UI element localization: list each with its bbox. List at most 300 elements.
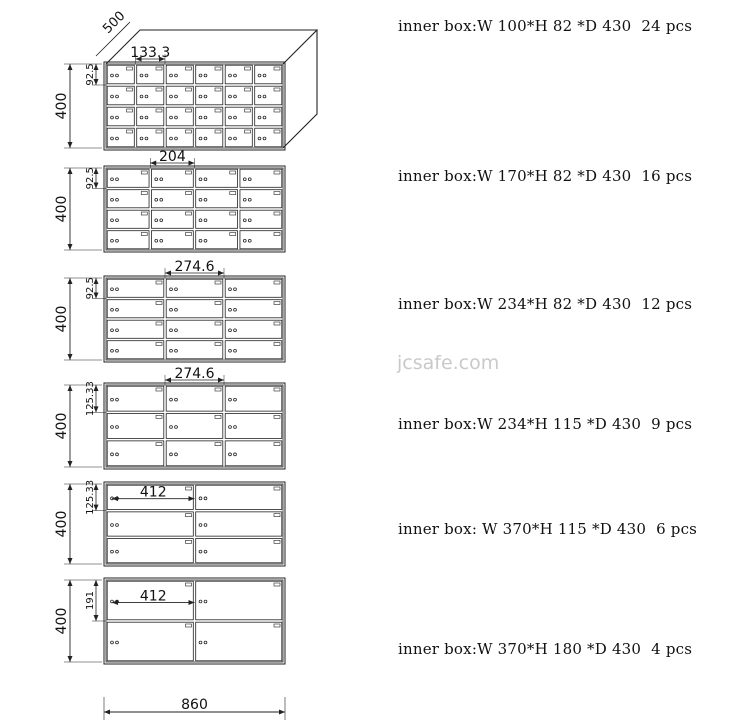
label-slot	[230, 233, 236, 236]
label-slot	[215, 109, 221, 112]
keyhole-icon	[175, 426, 178, 429]
arrowhead	[94, 580, 99, 586]
keyhole-icon	[199, 239, 202, 242]
keyhole-icon	[116, 95, 119, 98]
spec-line-6: inner box:W 370*H 180 *D 430 4 pcs	[398, 640, 693, 658]
width-label: 860	[181, 697, 208, 713]
keyhole-icon	[229, 426, 232, 429]
cabinet-inner-frame	[106, 168, 283, 250]
drawer-door	[107, 512, 193, 536]
keyhole-icon	[116, 288, 119, 291]
label-slot	[274, 443, 280, 446]
label-slot	[274, 415, 280, 418]
label-slot	[186, 514, 192, 517]
drawer-box	[151, 190, 193, 208]
keyhole-icon	[229, 137, 232, 140]
drawer-box	[107, 279, 164, 297]
drawer-box	[166, 441, 223, 466]
keyhole-icon	[234, 329, 237, 332]
height-label: 400	[54, 510, 70, 538]
keyhole-icon	[111, 349, 114, 352]
drawer-box	[107, 190, 149, 208]
keyhole-icon	[111, 219, 114, 222]
label-slot	[245, 88, 251, 91]
label-slot	[156, 415, 162, 418]
arrowhead	[68, 461, 73, 467]
keyhole-icon	[243, 219, 246, 222]
cabinet-inner-frame	[106, 484, 283, 564]
label-slot	[186, 109, 192, 112]
keyhole-icon	[111, 398, 114, 401]
keyhole-icon	[170, 288, 173, 291]
arrowhead	[68, 385, 73, 391]
keyhole-icon	[111, 198, 114, 201]
keyhole-icon	[111, 239, 114, 242]
keyhole-icon	[234, 349, 237, 352]
keyhole-icon	[229, 349, 232, 352]
keyhole-icon	[116, 219, 119, 222]
arrowhead	[218, 271, 224, 276]
keyhole-icon	[140, 74, 143, 77]
keyhole-icon	[199, 198, 202, 201]
drawer-box	[255, 65, 282, 84]
keyhole-icon	[175, 453, 178, 456]
drawer-box	[255, 107, 282, 126]
label-slot	[141, 192, 147, 195]
cabinet-unit-4	[54, 366, 285, 469]
arrowhead	[68, 580, 73, 586]
keyhole-icon	[263, 74, 266, 77]
keyhole-icon	[116, 308, 119, 311]
keyhole-icon	[155, 239, 158, 242]
arrowhead	[68, 142, 73, 148]
drawer-box	[107, 539, 193, 563]
drawer-box	[107, 86, 134, 105]
drawer-door	[196, 622, 282, 661]
keyhole-icon	[234, 95, 237, 98]
drawer-box	[166, 65, 193, 84]
keyhole-icon	[248, 219, 251, 222]
drawer-box	[166, 386, 223, 411]
drawer-box	[107, 107, 134, 126]
keyhole-icon	[170, 329, 173, 332]
keyhole-icon	[199, 219, 202, 222]
drawer-box	[166, 107, 193, 126]
drawer-box	[196, 485, 282, 509]
drawer-box	[166, 341, 223, 359]
keyhole-icon	[199, 178, 202, 181]
arrowhead	[165, 378, 171, 383]
drawer-door	[107, 622, 193, 661]
keyhole-icon	[229, 95, 232, 98]
column-width-dimension	[112, 485, 195, 502]
drawer-box	[196, 581, 282, 620]
keyhole-icon	[175, 137, 178, 140]
drawer-box	[107, 441, 164, 466]
label-slot	[156, 281, 162, 284]
keyhole-icon	[175, 349, 178, 352]
overall-dimensions	[104, 697, 285, 720]
label-slot	[274, 192, 280, 195]
height-label: 400	[54, 92, 70, 120]
drawer-box	[196, 190, 238, 208]
label-slot	[274, 171, 280, 174]
label-slot	[230, 212, 236, 215]
label-slot	[186, 171, 192, 174]
keyhole-icon	[160, 178, 163, 181]
keyhole-icon	[234, 308, 237, 311]
keyhole-icon	[116, 426, 119, 429]
keyhole-icon	[199, 600, 202, 603]
keyhole-icon	[199, 524, 202, 527]
keyhole-icon	[116, 453, 119, 456]
drawer-box	[107, 169, 149, 187]
spec-line-4: inner box:W 234*H 115 *D 430 9 pcs	[398, 415, 693, 433]
keyhole-icon	[116, 349, 119, 352]
column-width-label: 274.6	[174, 259, 215, 275]
label-slot	[156, 322, 162, 325]
drawer-box	[255, 86, 282, 105]
label-slot	[186, 540, 192, 543]
keyhole-icon	[170, 308, 173, 311]
label-slot	[215, 67, 221, 70]
keyhole-icon	[229, 453, 232, 456]
label-slot	[274, 212, 280, 215]
drawer-box	[196, 539, 282, 563]
arrowhead	[279, 710, 285, 715]
keyhole-icon	[204, 198, 207, 201]
label-slot	[186, 67, 192, 70]
keyhole-icon	[175, 74, 178, 77]
row-height-dimension	[85, 480, 106, 515]
cabinet-unit-5	[54, 480, 285, 566]
keyhole-icon	[263, 137, 266, 140]
drawer-box	[151, 210, 193, 228]
keyhole-icon	[155, 198, 158, 201]
keyhole-icon	[116, 398, 119, 401]
keyhole-icon	[199, 74, 202, 77]
spec-line-5: inner box: W 370*H 115 *D 430 6 pcs	[398, 520, 698, 538]
drawer-box	[240, 190, 282, 208]
cabinet-outer-frame	[104, 276, 285, 362]
drawer-box	[196, 622, 282, 661]
keyhole-icon	[229, 74, 232, 77]
keyhole-icon	[234, 398, 237, 401]
drawer-box	[166, 320, 223, 338]
drawer-box	[107, 386, 164, 411]
keyhole-icon	[145, 95, 148, 98]
row-height-dimension	[85, 277, 106, 299]
drawer-box	[151, 169, 193, 187]
drawer-box	[107, 512, 193, 536]
keyhole-icon	[199, 550, 202, 553]
label-slot	[186, 583, 192, 586]
keyhole-icon	[116, 178, 119, 181]
keyhole-icon	[229, 329, 232, 332]
drawer-box	[225, 279, 282, 297]
arrowhead	[104, 710, 110, 715]
keyhole-icon	[116, 137, 119, 140]
keyhole-icon	[234, 137, 237, 140]
row-height-dimension	[85, 167, 106, 189]
keyhole-icon	[111, 178, 114, 181]
drawer-box	[240, 169, 282, 187]
drawer-door	[196, 512, 282, 536]
drawer-box	[107, 210, 149, 228]
column-width-dimension	[130, 45, 170, 64]
keyhole-icon	[170, 137, 173, 140]
keyhole-icon	[258, 95, 261, 98]
keyhole-icon	[170, 74, 173, 77]
label-slot	[274, 322, 280, 325]
label-slot	[274, 302, 280, 305]
drawer-box	[107, 128, 134, 147]
keyhole-icon	[175, 329, 178, 332]
label-slot	[274, 88, 280, 91]
label-slot	[156, 388, 162, 391]
row-height-label: 92.5	[85, 167, 96, 190]
keyhole-icon	[258, 116, 261, 119]
keyhole-icon	[170, 453, 173, 456]
keyhole-icon	[116, 524, 119, 527]
keyhole-icon	[204, 95, 207, 98]
keyhole-icon	[234, 426, 237, 429]
keyhole-icon	[204, 524, 207, 527]
keyhole-icon	[258, 137, 261, 140]
label-slot	[186, 624, 192, 627]
label-slot	[186, 88, 192, 91]
label-slot	[230, 171, 236, 174]
drawer-box	[107, 622, 193, 661]
drawer-box	[107, 300, 164, 318]
label-slot	[215, 88, 221, 91]
cabinet-inner-frame	[106, 64, 283, 148]
drawer-box	[196, 65, 223, 84]
label-slot	[274, 388, 280, 391]
arrowhead	[68, 656, 73, 662]
keyhole-icon	[160, 219, 163, 222]
keyhole-icon	[204, 497, 207, 500]
label-slot	[127, 88, 133, 91]
keyhole-icon	[116, 116, 119, 119]
drawer-box	[166, 128, 193, 147]
keyhole-icon	[204, 219, 207, 222]
label-slot	[156, 343, 162, 346]
column-width-label: 133.3	[130, 45, 171, 61]
drawer-box	[196, 107, 223, 126]
keyhole-icon	[199, 95, 202, 98]
drawer-box	[255, 128, 282, 147]
arrowhead	[68, 558, 73, 564]
cabinet-unit-1	[54, 9, 317, 150]
keyhole-icon	[234, 116, 237, 119]
cabinet-outer-frame	[104, 578, 285, 664]
cabinet-outer-frame	[104, 166, 285, 252]
keyhole-icon	[204, 550, 207, 553]
row-height-dimension	[85, 580, 106, 621]
keyhole-icon	[116, 641, 119, 644]
drawer-box	[225, 441, 282, 466]
keyhole-icon	[204, 239, 207, 242]
keyhole-icon	[140, 137, 143, 140]
drawer-box	[166, 279, 223, 297]
label-slot	[274, 109, 280, 112]
label-slot	[141, 212, 147, 215]
cabinet-inner-frame	[106, 385, 283, 467]
column-width-dimension	[165, 366, 224, 385]
label-slot	[156, 109, 162, 112]
row-height-label: 92.5	[85, 277, 96, 300]
label-slot	[274, 487, 280, 490]
label-slot	[245, 67, 251, 70]
drawer-box	[225, 320, 282, 338]
label-slot	[156, 67, 162, 70]
label-slot	[156, 302, 162, 305]
drawer-door	[196, 581, 282, 620]
height-label: 400	[54, 195, 70, 223]
keyhole-icon	[204, 74, 207, 77]
keyhole-icon	[199, 497, 202, 500]
row-height-label: 191	[85, 590, 96, 611]
keyhole-icon	[243, 198, 246, 201]
height-label: 400	[54, 412, 70, 440]
label-slot	[274, 233, 280, 236]
keyhole-icon	[111, 116, 114, 119]
label-slot	[156, 130, 162, 133]
drawer-box	[196, 128, 223, 147]
drawer-box	[225, 386, 282, 411]
arrowhead	[165, 271, 171, 276]
cabinet-unit-6	[54, 578, 285, 664]
drawer-box	[225, 107, 252, 126]
spec-line-1: inner box:W 100*H 82 *D 430 24 pcs	[398, 17, 693, 35]
drawer-box	[196, 210, 238, 228]
label-slot	[127, 130, 133, 133]
keyhole-icon	[111, 95, 114, 98]
keyhole-icon	[116, 550, 119, 553]
label-slot	[274, 514, 280, 517]
keyhole-icon	[111, 74, 114, 77]
label-slot	[141, 171, 147, 174]
label-slot	[274, 343, 280, 346]
keyhole-icon	[116, 198, 119, 201]
keyhole-icon	[204, 116, 207, 119]
keyhole-icon	[229, 288, 232, 291]
keyhole-icon	[170, 95, 173, 98]
column-width-label: 412	[139, 588, 167, 605]
label-slot	[215, 281, 221, 284]
keyhole-icon	[160, 198, 163, 201]
cabinet-outer-frame	[104, 482, 285, 566]
label-slot	[215, 388, 221, 391]
keyhole-icon	[204, 178, 207, 181]
drawer-box	[196, 512, 282, 536]
height-label: 400	[54, 305, 70, 333]
keyhole-icon	[204, 600, 207, 603]
cabinet-unit-3	[54, 259, 285, 362]
drawer-box	[225, 414, 282, 439]
label-slot	[215, 343, 221, 346]
arrowhead	[218, 378, 224, 383]
keyhole-icon	[145, 74, 148, 77]
keyhole-icon	[170, 398, 173, 401]
keyhole-icon	[248, 239, 251, 242]
label-slot	[245, 109, 251, 112]
keyhole-icon	[111, 137, 114, 140]
label-slot	[186, 212, 192, 215]
label-slot	[274, 130, 280, 133]
keyhole-icon	[175, 398, 178, 401]
keyhole-icon	[175, 288, 178, 291]
keyhole-icon	[248, 178, 251, 181]
label-slot	[186, 130, 192, 133]
row-height-label: 92.5	[85, 63, 96, 86]
label-slot	[245, 130, 251, 133]
drawer-box	[137, 107, 164, 126]
keyhole-icon	[155, 219, 158, 222]
keyhole-icon	[170, 116, 173, 119]
drawer-box	[137, 65, 164, 84]
keyhole-icon	[199, 116, 202, 119]
depth-label: 500	[100, 8, 129, 37]
keyhole-icon	[234, 74, 237, 77]
arrowhead	[94, 615, 99, 621]
keyhole-icon	[111, 308, 114, 311]
keyhole-icon	[140, 116, 143, 119]
spec-line-2: inner box:W 170*H 82 *D 430 16 pcs	[398, 167, 693, 185]
keyhole-icon	[170, 349, 173, 352]
keyhole-icon	[204, 137, 207, 140]
keyhole-icon	[204, 641, 207, 644]
cabinet-units	[54, 9, 317, 664]
column-width-dimension	[150, 149, 194, 168]
drawer-box	[107, 65, 134, 84]
drawer-box	[107, 341, 164, 359]
label-slot	[274, 540, 280, 543]
drawer-box	[196, 86, 223, 105]
keyhole-icon	[160, 239, 163, 242]
label-slot	[141, 233, 147, 236]
drawer-box	[225, 86, 252, 105]
keyhole-icon	[175, 95, 178, 98]
keyhole-icon	[263, 116, 266, 119]
keyhole-icon	[116, 74, 119, 77]
arrowhead	[68, 244, 73, 250]
label-slot	[274, 67, 280, 70]
keyhole-icon	[111, 453, 114, 456]
arrowhead	[150, 161, 156, 166]
drawer-door	[196, 539, 282, 563]
keyhole-icon	[258, 74, 261, 77]
drawer-box	[107, 414, 164, 439]
label-slot	[186, 192, 192, 195]
label-slot	[215, 302, 221, 305]
label-slot	[274, 624, 280, 627]
drawer-box	[137, 128, 164, 147]
label-slot	[186, 487, 192, 490]
arrowhead	[68, 354, 73, 360]
keyhole-icon	[116, 329, 119, 332]
spec-line-3: inner box:W 234*H 82 *D 430 12 pcs	[398, 295, 693, 313]
label-slot	[215, 130, 221, 133]
cabinet-unit-2	[54, 149, 285, 252]
watermark: jcsafe.com	[397, 352, 500, 374]
row-height-dimension	[85, 63, 106, 85]
label-slot	[215, 322, 221, 325]
keyhole-icon	[145, 137, 148, 140]
arrowhead	[68, 64, 73, 70]
arrowhead	[68, 168, 73, 174]
